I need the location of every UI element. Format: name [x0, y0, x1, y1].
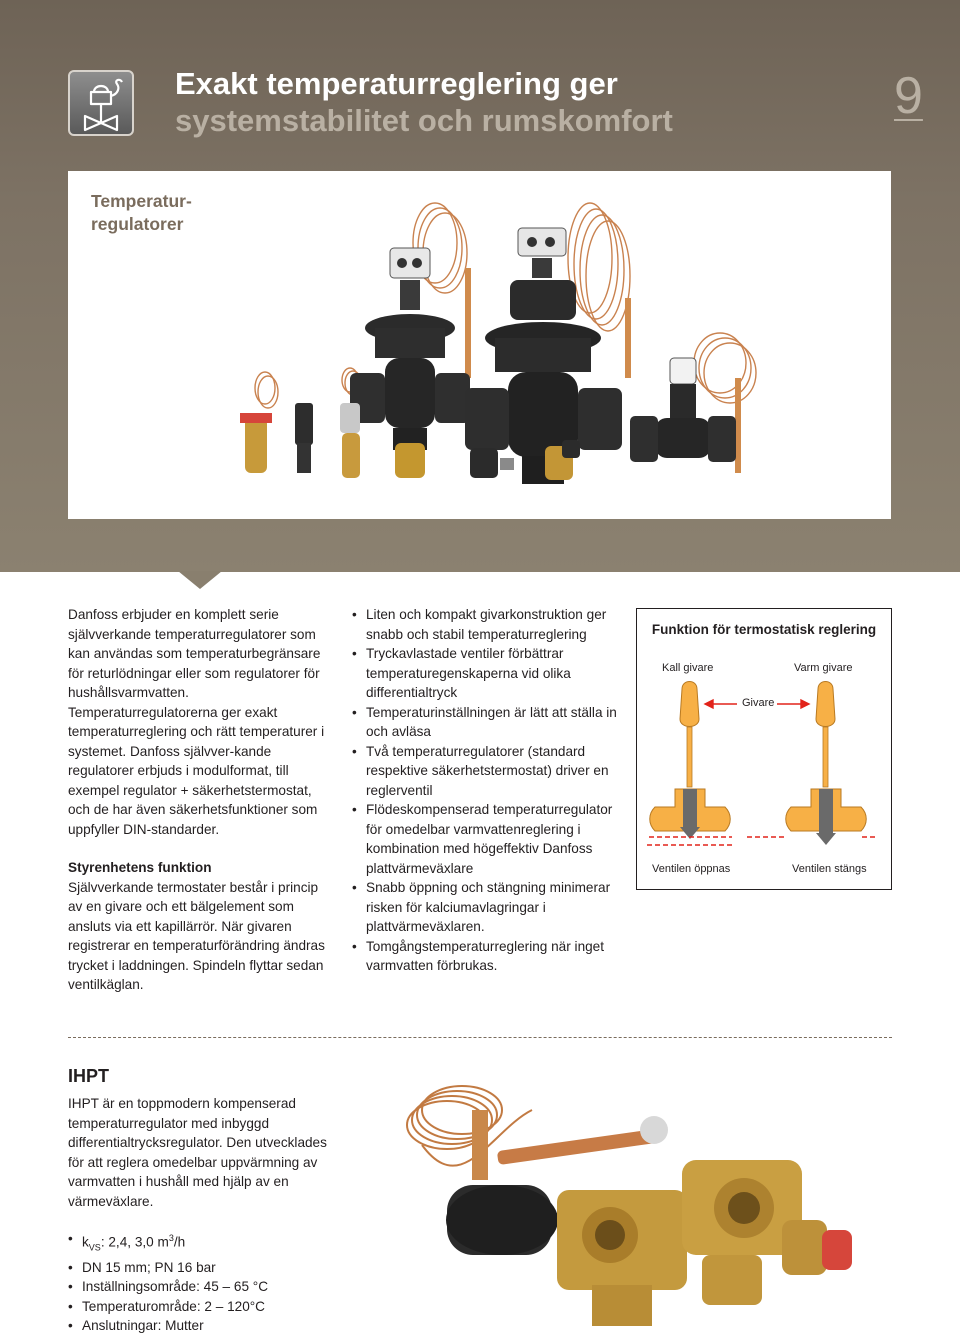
feature-item: • Liten och kompakt givarkonstruktion ger snabb och stabil temperaturreglering [350, 605, 618, 644]
ihpt-title: IHPT [68, 1066, 110, 1086]
temperature-regulators-photo [200, 188, 760, 506]
intro-paragraph: Danfoss erbjuder en komplett serie självverkande temperaturregulatorer som kan användas som temperaturbegränsare för returlödningar eller som regulatorer för hushållsvarmvatten. Temperaturregulatorerna ger exakt temperaturreglering och rätt temperaturer i systemet. Danfoss självver-kande regulatorer erbjuds i modulformat, till exempel regulator + säkerhetstermostat, och de har även säkerhetsfunktioner som uppfyller DIN-standarder. [68, 607, 325, 837]
feature-item: • Tryckavlastade ventiler förbättrar temperaturegenskaperna vid olika differentialtryck [350, 644, 618, 703]
sensor-pointer-arrows [705, 700, 809, 708]
panel-title: Temperatur-regulatorer [91, 191, 192, 234]
spec-connections: • Anslutningar: Mutter [68, 1316, 348, 1336]
ihpt-valve-photo [352, 1070, 892, 1326]
features-list [350, 605, 618, 976]
intro-column [68, 605, 336, 995]
valve-closed-drawing [747, 789, 875, 845]
page-title-line1: Exakt temperaturreglering ger [175, 66, 618, 101]
sensor-label: Givare [742, 697, 775, 709]
band-pointer [178, 571, 222, 589]
feature-item: • Temperaturinställningen är lätt att ställa in och avläsa [350, 703, 618, 742]
function-paragraph: Självverkande termostater består i princip av en givare och ett bälgelement som ansluts via ett kapillärrör. När givaren registrerar en temperaturförändring ändras trycket i laddningen. Spindeln flyttar sedan ventilkäglan. [68, 879, 325, 992]
warm-sensor-bulb [816, 682, 835, 788]
features-column [350, 605, 618, 976]
spec-dn: • DN 15 mm; PN 16 bar [68, 1258, 348, 1278]
page-number: 9 [894, 67, 923, 125]
spec-setting-range: • Inställningsområde: 45 – 65 °C [68, 1277, 348, 1297]
warm-sensor-label: Varm givare [794, 662, 853, 674]
thermostat-function-diagram [636, 608, 892, 890]
diagram-title: Funktion för termostatisk reglering [651, 622, 877, 637]
function-subheading: Styrenhetens funktion [68, 860, 212, 875]
cold-sensor-bulb [680, 682, 699, 788]
section-divider [68, 1037, 892, 1038]
ihpt-spec-list [68, 1229, 348, 1336]
valve-open-drawing [647, 789, 734, 845]
valve-closes-label: Ventilen stängs [792, 863, 867, 875]
spec-kvs: • $k_{VS}$: 2,4, 3,0 $m^3/h$ [68, 1229, 348, 1258]
feature-item: • Tomgångstemperaturreglering när inget varmvatten förbrukas. [350, 937, 618, 976]
feature-item: • Snabb öppning och stängning minimerar risken för kalciumavlagringar i plattvärmeväxlaren. [350, 878, 618, 937]
spec-temperature-range: • Temperaturområde: 2 – 120°C [68, 1297, 348, 1317]
valve-thermostat-icon [68, 70, 134, 136]
valve-opens-label: Ventilen öppnas [652, 863, 731, 875]
feature-item: • Två temperaturregulatorer (standard respektive säkerhetstermostat) driver en reglerventil [350, 742, 618, 801]
feature-item: • Flödeskompenserad temperaturregulator för omedelbar varmvattenreglering i kombination med högeffektiv Danfoss plattvärmeväxlare [350, 800, 618, 878]
ihpt-description: IHPT är en toppmodern kompenserad temperaturregulator med inbyggd differentialtrycksregulator. Den utvecklades för att reglera omedelbar uppvärmning av varmvatten i hushåll med hjälp av en värmeväxlare. [68, 1096, 327, 1209]
page-title-line2: systemstabilitet och rumskomfort [175, 103, 673, 138]
cold-sensor-label: Kall givare [662, 662, 714, 674]
